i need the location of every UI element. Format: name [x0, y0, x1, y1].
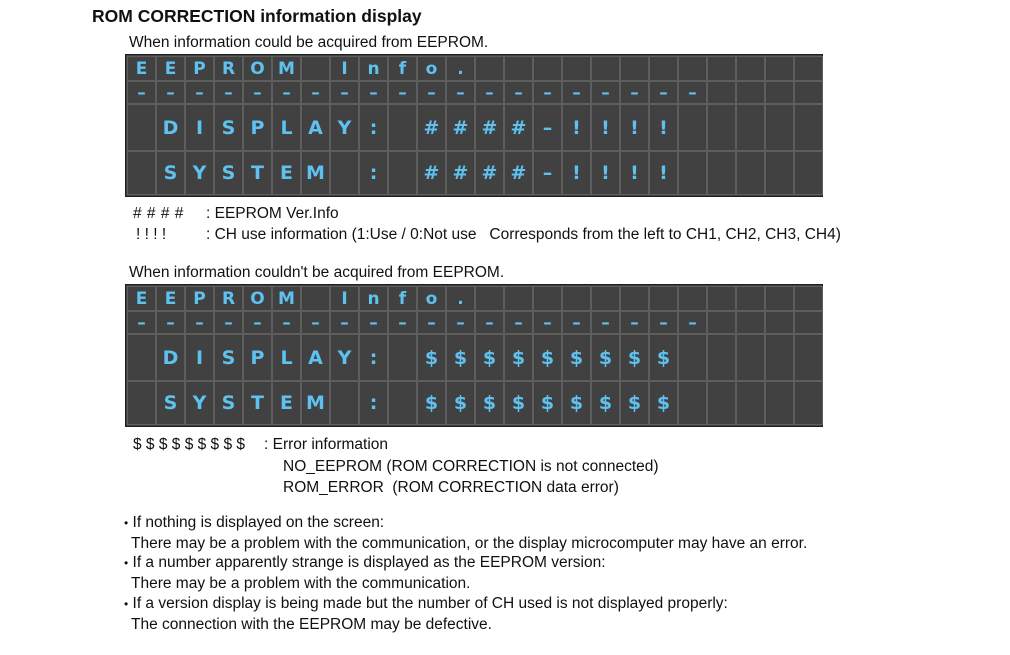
lcd2-cell-r2-c17: $ — [620, 334, 649, 381]
lcd2-cell-r3-c11: $ — [446, 381, 475, 425]
lcd2-cell-r0-c0: E — [127, 286, 156, 311]
lcd1-cell-r3-c16: ! — [591, 151, 620, 195]
lcd1-cell-r1-c9: – — [388, 81, 417, 104]
lcd1-cell-r3-c20 — [707, 151, 736, 195]
lcd2-cell-r1-c13: – — [504, 311, 533, 334]
lcd1-cell-r2-c6: A — [301, 104, 330, 151]
lcd2-cell-r2-c22 — [765, 334, 794, 381]
lcd1-cell-r2-c9 — [388, 104, 417, 151]
lcd2-cell-r2-c18: $ — [649, 334, 678, 381]
lcd1-cell-r1-c5: – — [272, 81, 301, 104]
lcd1-cell-r1-c19: – — [678, 81, 707, 104]
lcd1-cell-r3-c1: S — [156, 151, 185, 195]
lcd1-cell-r1-c22 — [765, 81, 794, 104]
lcd1-cell-r0-c16 — [591, 56, 620, 81]
lcd1-cell-r0-c13 — [504, 56, 533, 81]
lcd1-cell-r2-c5: L — [272, 104, 301, 151]
lcd1-cell-r0-c9: f — [388, 56, 417, 81]
lcd1-cell-r1-c2: – — [185, 81, 214, 104]
lcd1-cell-r2-c3: S — [214, 104, 243, 151]
lcd2-cell-r0-c16 — [591, 286, 620, 311]
lcd2-cell-r3-c19 — [678, 381, 707, 425]
lcd2-cell-r0-c14 — [533, 286, 562, 311]
lcd2-cell-r3-c6: M — [301, 381, 330, 425]
lcd1-cell-r3-c0 — [127, 151, 156, 195]
lcd2-cell-r3-c2: Y — [185, 381, 214, 425]
lcd2-cell-r0-c8: n — [359, 286, 388, 311]
lcd2-cell-r2-c15: $ — [562, 334, 591, 381]
lcd1-cell-r3-c15: ! — [562, 151, 591, 195]
lcd1-cell-r1-c1: – — [156, 81, 185, 104]
lcd1-cell-r3-c4: T — [243, 151, 272, 195]
lcd1-cell-r3-c19 — [678, 151, 707, 195]
lcd1-cell-r1-c0: – — [127, 81, 156, 104]
lcd1-cell-r0-c1: E — [156, 56, 185, 81]
lcd2-cell-r2-c0 — [127, 334, 156, 381]
lcd2-cell-r1-c1: – — [156, 311, 185, 334]
lcd2-cell-r0-c2: P — [185, 286, 214, 311]
lcd1-cell-r0-c0: E — [127, 56, 156, 81]
lcd1-cell-r2-c20 — [707, 104, 736, 151]
lcd1-cell-r3-c17: ! — [620, 151, 649, 195]
lcd2-cell-r3-c1: S — [156, 381, 185, 425]
lcd2-cell-r3-c13: $ — [504, 381, 533, 425]
lcd1-cell-r0-c21 — [736, 56, 765, 81]
lcd1-cell-r0-c15 — [562, 56, 591, 81]
lcd2-cell-r3-c21 — [736, 381, 765, 425]
lcd2-cell-r1-c23 — [794, 311, 823, 334]
lcd2-cell-r0-c10: o — [417, 286, 446, 311]
lcd2-cell-r2-c5: L — [272, 334, 301, 381]
lcd2-cell-r2-c14: $ — [533, 334, 562, 381]
lcd2-cell-r1-c18: – — [649, 311, 678, 334]
page-title: ROM CORRECTION information display — [92, 6, 422, 26]
case2-heading: When information couldn't be acquired from EEPROM. — [129, 264, 505, 281]
legend-bang-desc: : CH use information (1:Use / 0:Not use Corresponds from the left to CH1, CH2, CH3, CH4) — [206, 226, 841, 243]
lcd1-cell-r2-c4: P — [243, 104, 272, 151]
lcd1-cell-r2-c2: I — [185, 104, 214, 151]
legend-hash-symbol: # # # # — [133, 205, 184, 222]
lcd2-cell-r0-c18 — [649, 286, 678, 311]
lcd2-cell-r2-c9 — [388, 334, 417, 381]
lcd2-cell-r2-c2: I — [185, 334, 214, 381]
lcd1-cell-r1-c17: – — [620, 81, 649, 104]
lcd1-cell-r2-c14: – — [533, 104, 562, 151]
lcd2-cell-r3-c3: S — [214, 381, 243, 425]
lcd1-cell-r3-c18: ! — [649, 151, 678, 195]
lcd2-cell-r0-c11: . — [446, 286, 475, 311]
lcd2-cell-r3-c9 — [388, 381, 417, 425]
lcd2-cell-r0-c13 — [504, 286, 533, 311]
lcd1-cell-r3-c6: M — [301, 151, 330, 195]
lcd1-cell-r1-c15: – — [562, 81, 591, 104]
lcd1-cell-r2-c12: # — [475, 104, 504, 151]
lcd1-cell-r2-c1: D — [156, 104, 185, 151]
lcd1-cell-r1-c13: – — [504, 81, 533, 104]
lcd2-cell-r3-c16: $ — [591, 381, 620, 425]
lcd2-cell-r3-c20 — [707, 381, 736, 425]
lcd1-cell-r3-c23 — [794, 151, 823, 195]
lcd2-cell-r2-c13: $ — [504, 334, 533, 381]
lcd2-cell-r1-c6: – — [301, 311, 330, 334]
lcd2-cell-r2-c8: : — [359, 334, 388, 381]
lcd1-cell-r0-c11: . — [446, 56, 475, 81]
lcd1-cell-r0-c20 — [707, 56, 736, 81]
lcd2-cell-r1-c15: – — [562, 311, 591, 334]
lcd1-cell-r1-c8: – — [359, 81, 388, 104]
lcd1-cell-r2-c23 — [794, 104, 823, 151]
lcd2-cell-r1-c7: – — [330, 311, 359, 334]
lcd1-cell-r1-c14: – — [533, 81, 562, 104]
lcd-display-acquired — [125, 54, 823, 197]
lcd2-cell-r0-c5: M — [272, 286, 301, 311]
lcd2-cell-r1-c2: – — [185, 311, 214, 334]
lcd1-cell-r1-c23 — [794, 81, 823, 104]
lcd2-cell-r1-c0: – — [127, 311, 156, 334]
lcd2-cell-r3-c14: $ — [533, 381, 562, 425]
lcd1-cell-r2-c18: ! — [649, 104, 678, 151]
lcd2-cell-r1-c20 — [707, 311, 736, 334]
lcd2-cell-r1-c5: – — [272, 311, 301, 334]
lcd2-cell-r1-c16: – — [591, 311, 620, 334]
note-2-detail: There may be a problem with the communication. — [131, 575, 471, 592]
lcd1-cell-r3-c13: # — [504, 151, 533, 195]
lcd1-cell-r1-c7: – — [330, 81, 359, 104]
lcd1-cell-r0-c4: O — [243, 56, 272, 81]
lcd1-cell-r1-c16: – — [591, 81, 620, 104]
lcd2-cell-r0-c6 — [301, 286, 330, 311]
lcd2-cell-r3-c5: E — [272, 381, 301, 425]
lcd2-cell-r0-c19 — [678, 286, 707, 311]
lcd2-cell-r1-c21 — [736, 311, 765, 334]
lcd2-cell-r2-c12: $ — [475, 334, 504, 381]
legend-bang-symbol: ! ! ! ! — [136, 226, 167, 243]
lcd1-cell-r3-c9 — [388, 151, 417, 195]
note-2 — [124, 554, 606, 572]
lcd2-cell-r3-c18: $ — [649, 381, 678, 425]
lcd2-cell-r0-c4: O — [243, 286, 272, 311]
lcd2-cell-r1-c11: – — [446, 311, 475, 334]
lcd1-cell-r3-c21 — [736, 151, 765, 195]
lcd2-cell-r0-c12 — [475, 286, 504, 311]
lcd1-cell-r0-c12 — [475, 56, 504, 81]
lcd1-cell-r0-c6 — [301, 56, 330, 81]
lcd2-cell-r1-c4: – — [243, 311, 272, 334]
bullet-dot-icon: • — [124, 597, 129, 611]
lcd2-cell-r1-c19: – — [678, 311, 707, 334]
lcd2-cell-r1-c17: – — [620, 311, 649, 334]
lcd1-cell-r2-c13: # — [504, 104, 533, 151]
error-line-rom-error: ROM_ERROR (ROM CORRECTION data error) — [283, 479, 619, 496]
error-symbol: $ $ $ $ $ $ $ $ $ — [133, 436, 246, 453]
lcd1-cell-r1-c12: – — [475, 81, 504, 104]
lcd1-cell-r1-c3: – — [214, 81, 243, 104]
lcd2-cell-r3-c22 — [765, 381, 794, 425]
lcd2-cell-r2-c4: P — [243, 334, 272, 381]
lcd1-cell-r0-c22 — [765, 56, 794, 81]
lcd2-cell-r1-c3: – — [214, 311, 243, 334]
lcd2-cell-r0-c20 — [707, 286, 736, 311]
lcd1-cell-r3-c22 — [765, 151, 794, 195]
lcd2-cell-r2-c1: D — [156, 334, 185, 381]
lcd2-cell-r3-c10: $ — [417, 381, 446, 425]
error-line-no-eeprom: NO_EEPROM (ROM CORRECTION is not connected) — [283, 458, 659, 475]
lcd2-cell-r2-c6: A — [301, 334, 330, 381]
lcd2-cell-r3-c8: : — [359, 381, 388, 425]
lcd2-cell-r1-c14: – — [533, 311, 562, 334]
lcd2-cell-r2-c7: Y — [330, 334, 359, 381]
lcd1-cell-r2-c21 — [736, 104, 765, 151]
lcd1-cell-r0-c14 — [533, 56, 562, 81]
lcd1-cell-r1-c18: – — [649, 81, 678, 104]
bullet-dot-icon: • — [124, 516, 129, 530]
lcd1-cell-r0-c3: R — [214, 56, 243, 81]
lcd2-cell-r1-c22 — [765, 311, 794, 334]
lcd1-cell-r0-c18 — [649, 56, 678, 81]
lcd2-cell-r2-c3: S — [214, 334, 243, 381]
lcd1-cell-r3-c3: S — [214, 151, 243, 195]
lcd1-cell-r2-c0 — [127, 104, 156, 151]
lcd2-cell-r1-c10: – — [417, 311, 446, 334]
lcd2-cell-r0-c15 — [562, 286, 591, 311]
lcd1-cell-r3-c7 — [330, 151, 359, 195]
case1-heading: When information could be acquired from EEPROM. — [129, 34, 489, 51]
lcd1-cell-r3-c14: – — [533, 151, 562, 195]
lcd2-cell-r0-c3: R — [214, 286, 243, 311]
lcd1-cell-r1-c6: – — [301, 81, 330, 104]
lcd2-cell-r2-c21 — [736, 334, 765, 381]
lcd1-cell-r2-c8: : — [359, 104, 388, 151]
lcd2-cell-r3-c12: $ — [475, 381, 504, 425]
lcd1-cell-r0-c17 — [620, 56, 649, 81]
lcd1-cell-r2-c11: # — [446, 104, 475, 151]
lcd2-cell-r2-c20 — [707, 334, 736, 381]
lcd2-cell-r3-c15: $ — [562, 381, 591, 425]
lcd2-cell-r2-c10: $ — [417, 334, 446, 381]
lcd2-cell-r0-c7: I — [330, 286, 359, 311]
lcd1-cell-r3-c5: E — [272, 151, 301, 195]
lcd1-cell-r0-c2: P — [185, 56, 214, 81]
lcd1-cell-r3-c8: : — [359, 151, 388, 195]
lcd2-cell-r0-c17 — [620, 286, 649, 311]
lcd1-cell-r3-c11: # — [446, 151, 475, 195]
lcd2-cell-r0-c22 — [765, 286, 794, 311]
error-desc: : Error information — [264, 436, 389, 453]
lcd1-cell-r0-c23 — [794, 56, 823, 81]
lcd1-cell-r2-c10: # — [417, 104, 446, 151]
note-1-detail: There may be a problem with the communication, or the display microcomputer may have an error. — [131, 535, 808, 552]
lcd1-cell-r1-c11: – — [446, 81, 475, 104]
lcd1-cell-r0-c5: M — [272, 56, 301, 81]
lcd2-cell-r0-c21 — [736, 286, 765, 311]
lcd1-cell-r2-c7: Y — [330, 104, 359, 151]
lcd1-cell-r1-c4: – — [243, 81, 272, 104]
lcd1-cell-r2-c15: ! — [562, 104, 591, 151]
lcd2-cell-r3-c0 — [127, 381, 156, 425]
lcd2-cell-r0-c9: f — [388, 286, 417, 311]
lcd2-cell-r1-c8: – — [359, 311, 388, 334]
lcd2-cell-r1-c12: – — [475, 311, 504, 334]
lcd1-cell-r1-c10: – — [417, 81, 446, 104]
lcd1-cell-r2-c19 — [678, 104, 707, 151]
lcd1-cell-r1-c20 — [707, 81, 736, 104]
bullet-dot-icon: • — [124, 556, 129, 570]
lcd2-cell-r3-c7 — [330, 381, 359, 425]
note-1-bullet: If nothing is displayed on the screen: — [132, 514, 385, 531]
lcd1-cell-r0-c8: n — [359, 56, 388, 81]
legend-hash-desc: : EEPROM Ver.Info — [206, 205, 339, 222]
lcd2-cell-r3-c4: T — [243, 381, 272, 425]
lcd1-cell-r2-c22 — [765, 104, 794, 151]
lcd-display-not-acquired — [125, 284, 823, 427]
lcd2-cell-r2-c19 — [678, 334, 707, 381]
lcd2-cell-r0-c1: E — [156, 286, 185, 311]
note-2-bullet: If a number apparently strange is displayed as the EEPROM version: — [132, 554, 606, 571]
lcd2-cell-r0-c23 — [794, 286, 823, 311]
lcd2-cell-r2-c16: $ — [591, 334, 620, 381]
note-3 — [124, 595, 728, 613]
lcd1-cell-r3-c2: Y — [185, 151, 214, 195]
lcd2-cell-r3-c17: $ — [620, 381, 649, 425]
note-3-bullet: If a version display is being made but the number of CH used is not displayed properly: — [132, 595, 728, 612]
lcd2-cell-r2-c23 — [794, 334, 823, 381]
lcd1-cell-r1-c21 — [736, 81, 765, 104]
lcd1-cell-r3-c10: # — [417, 151, 446, 195]
lcd1-cell-r3-c12: # — [475, 151, 504, 195]
lcd1-cell-r2-c17: ! — [620, 104, 649, 151]
note-3-detail: The connection with the EEPROM may be defective. — [131, 616, 492, 633]
lcd1-cell-r0-c7: I — [330, 56, 359, 81]
lcd2-cell-r3-c23 — [794, 381, 823, 425]
lcd1-cell-r2-c16: ! — [591, 104, 620, 151]
lcd2-cell-r1-c9: – — [388, 311, 417, 334]
note-1 — [124, 514, 384, 532]
lcd2-cell-r2-c11: $ — [446, 334, 475, 381]
lcd1-cell-r0-c19 — [678, 56, 707, 81]
lcd1-cell-r0-c10: o — [417, 56, 446, 81]
